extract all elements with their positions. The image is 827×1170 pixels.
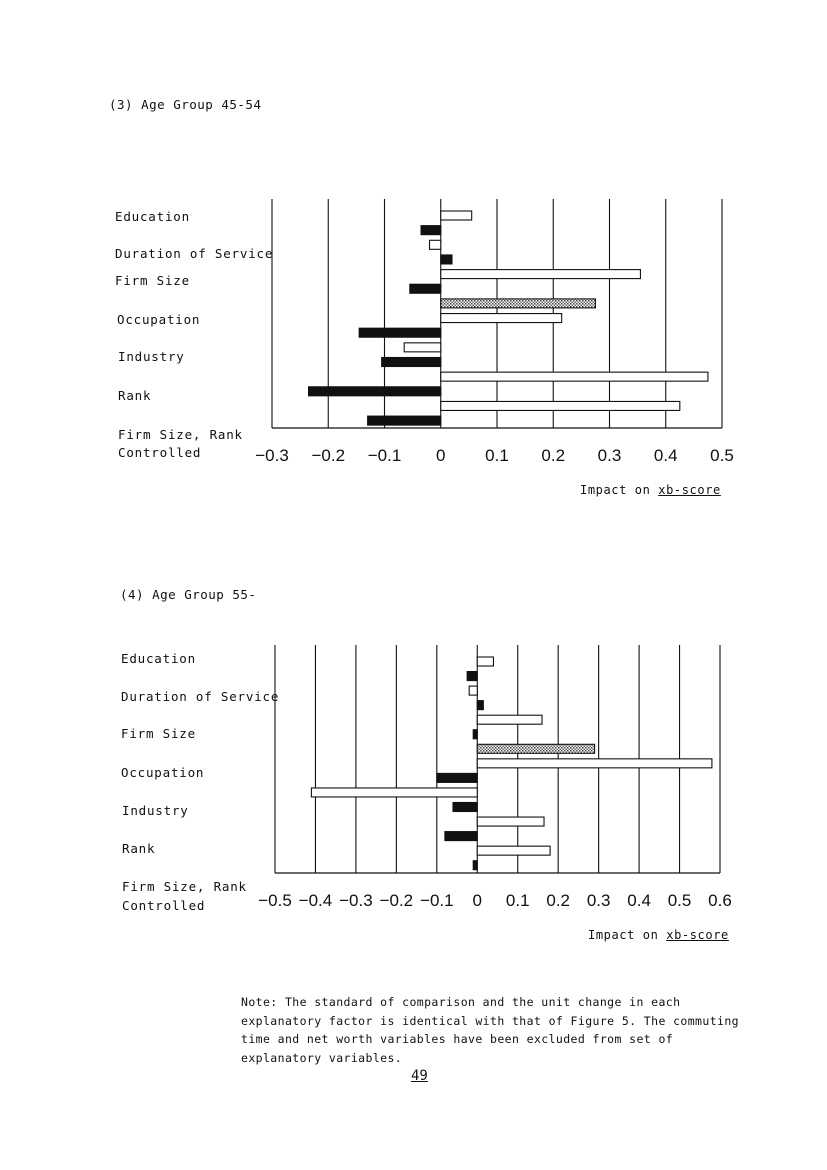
chart-2-x-axis-label-prefix: Impact on bbox=[588, 928, 667, 942]
chart-2-x-tick-label: −0.1 bbox=[420, 891, 454, 910]
chart-2-x-tick-label: −0.5 bbox=[258, 891, 292, 910]
chart-1-title: (3) Age Group 45-54 bbox=[109, 97, 262, 112]
chart-2-category-firm-size: Firm Size bbox=[121, 726, 196, 741]
chart-2-x-tick-label: 0.5 bbox=[667, 891, 692, 910]
chart-2-x-tick-label: 0.3 bbox=[586, 891, 611, 910]
chart-2-title: (4) Age Group 55- bbox=[120, 587, 257, 602]
chart-2-bar-black bbox=[445, 832, 477, 841]
chart-1-x-tick-label: 0.5 bbox=[710, 446, 734, 465]
chart-1-category-firm-size-rank-line2: Controlled bbox=[118, 445, 202, 460]
chart-2-bar-dotted bbox=[477, 744, 594, 753]
chart-2-bar-black bbox=[467, 672, 477, 681]
figure-note: Note: The standard of comparison and the unit change in each explanatory factor is identical with that of Figure 5. The commuting time and net worth variables have been excluded from set of explanatory variables. bbox=[241, 995, 740, 1065]
chart-2-x-tick-label: 0 bbox=[472, 891, 483, 910]
chart-1-category-firm-size: Firm Size bbox=[115, 273, 190, 288]
chart-1-x-axis-label-underlined: xb-score bbox=[658, 483, 721, 497]
chart-2-x-axis-label bbox=[588, 928, 729, 942]
chart-1-x-tick-label: 0.1 bbox=[485, 446, 509, 465]
chart-2-bar-black bbox=[473, 861, 477, 870]
chart-2-x-tick-label: 0.4 bbox=[627, 891, 651, 910]
chart-2-bar-white bbox=[469, 686, 477, 695]
chart-1-category-rank: Rank bbox=[118, 388, 152, 403]
chart-2-bar-white bbox=[311, 788, 477, 797]
chart-2-category-duration-of-service: Duration of Service bbox=[121, 689, 280, 704]
chart-1-x-tick-label: 0.3 bbox=[597, 446, 622, 465]
chart-2-bar-black bbox=[473, 730, 477, 739]
chart-1-x-tick-label: 0 bbox=[436, 446, 446, 465]
chart-2-x-tick-label: 0.1 bbox=[505, 891, 530, 910]
chart-2-bar-black bbox=[437, 773, 477, 782]
chart-2-category-education: Education bbox=[121, 651, 196, 666]
chart-1-x-tick-label: 0.4 bbox=[653, 446, 678, 465]
chart-1-category-industry: Industry bbox=[118, 349, 185, 364]
chart-2-bar-white bbox=[477, 657, 493, 666]
chart-1-x-tick-label: 0.2 bbox=[541, 446, 566, 465]
chart-1-category-education: Education bbox=[115, 209, 190, 224]
chart-2-category-rank: Rank bbox=[122, 841, 156, 856]
chart-1-x-tick-label: −0.3 bbox=[255, 446, 289, 465]
chart-2-x-axis-label-underlined: xb-score bbox=[666, 928, 729, 942]
chart-1-x-axis-label-prefix: Impact on bbox=[580, 483, 659, 497]
chart-2-bar-black bbox=[453, 803, 477, 812]
chart-2-category-firm-size-rank-line1: Firm Size, Rank bbox=[122, 879, 247, 894]
chart-1-x-tick-label: −0.1 bbox=[367, 446, 402, 465]
chart-2-x-tick-label: 0.6 bbox=[708, 891, 732, 910]
chart-2-x-tick-label: −0.2 bbox=[379, 891, 414, 910]
page-number: 49 bbox=[411, 1068, 428, 1084]
chart-2-bar-white bbox=[477, 846, 550, 855]
chart-2-bar-black bbox=[477, 701, 483, 710]
chart-1-category-duration-of-service: Duration of Service bbox=[115, 246, 274, 261]
chart-1-category-occupation: Occupation bbox=[117, 312, 201, 327]
chart-2-category-firm-size-rank-line2: Controlled bbox=[122, 898, 206, 913]
chart-1-x-tick-label: −0.2 bbox=[311, 446, 346, 465]
chart-2-category-occupation: Occupation bbox=[121, 765, 205, 780]
chart-2-x-tick-label: −0.4 bbox=[298, 891, 333, 910]
chart-2-bar-white bbox=[477, 817, 544, 826]
chart-2-category-industry: Industry bbox=[122, 803, 189, 818]
chart-2-bar-white bbox=[477, 759, 712, 768]
chart-1-category-firm-size-rank-line1: Firm Size, Rank bbox=[118, 427, 243, 442]
chart-2-x-tick-label: 0.2 bbox=[546, 891, 571, 910]
chart-2-bar-white bbox=[477, 715, 542, 724]
chart-2-x-tick-label: −0.3 bbox=[339, 891, 373, 910]
